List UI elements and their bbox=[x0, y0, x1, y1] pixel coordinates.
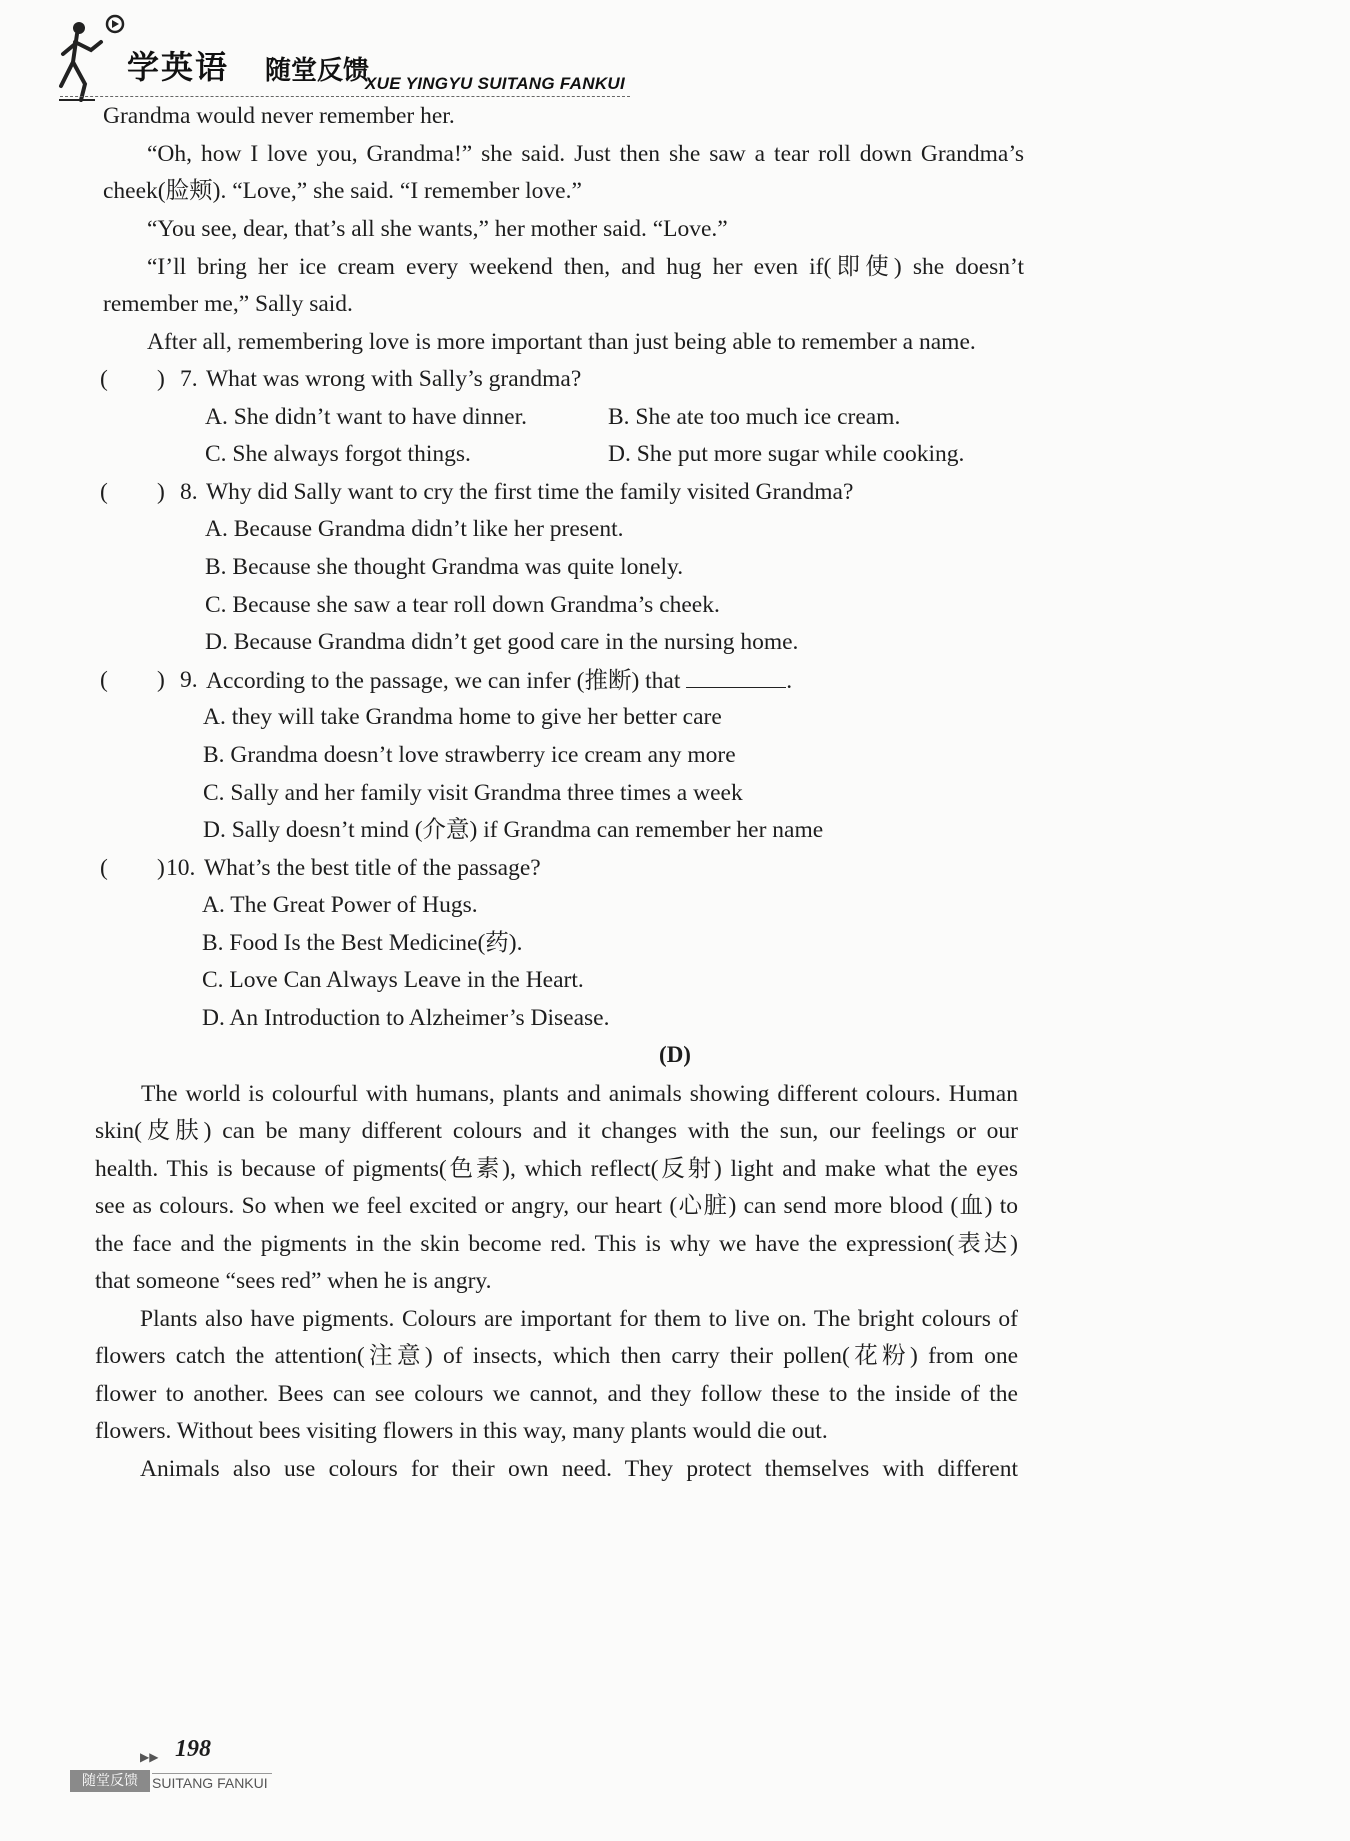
footer-tab: 随堂反馈 bbox=[70, 1770, 150, 1792]
story-line: “You see, dear, that’s all she wants,” her mother said. “Love.” bbox=[147, 216, 728, 242]
question-stem: According to the passage, we can infer (推断) that bbox=[206, 668, 681, 694]
option-c: C. Because she saw a tear roll down Grandma’s cheek. bbox=[205, 592, 720, 618]
option-b: B. Grandma doesn’t love strawberry ice cream any more bbox=[203, 742, 736, 768]
answer-paren-open: ( bbox=[100, 855, 108, 881]
section-heading: (D) bbox=[659, 1042, 691, 1067]
option-a: A. She didn’t want to have dinner. bbox=[205, 404, 527, 430]
page-number: 198 bbox=[175, 1736, 211, 1762]
option-c: C. Sally and her family visit Grandma three times a week bbox=[203, 780, 743, 806]
runner-logo-icon bbox=[55, 14, 125, 104]
passage-line: flowers. Without bees visiting flowers in this way, many plants would die out. bbox=[95, 1418, 828, 1444]
option-b: B. She ate too much ice cream. bbox=[608, 404, 901, 430]
passage-line: The world is colourful with humans, plants and animals showing different colours. Human bbox=[141, 1081, 1018, 1107]
question-number: 10. bbox=[166, 855, 196, 881]
passage-line: flowers catch the attention(注意) of insects, which then carry their pollen(花粉) from one bbox=[95, 1343, 1018, 1369]
question-stem-wrap bbox=[206, 665, 792, 696]
option-a: A. The Great Power of Hugs. bbox=[202, 892, 478, 918]
header-title-cn: 学英语 bbox=[127, 48, 230, 86]
answer-paren-close: ) bbox=[157, 479, 165, 505]
passage-line: the face and the pigments in the skin become red. This is why we have the expression(表达) bbox=[95, 1231, 1018, 1257]
option-a: A. they will take Grandma home to give her better care bbox=[203, 704, 722, 730]
passage-line: see as colours. So when we feel excited or angry, our heart (心脏) can send more blood (血) to bbox=[95, 1193, 1018, 1219]
option-c: C. Love Can Always Leave in the Heart. bbox=[202, 967, 584, 993]
footer-arrows-icon: ▶▶ bbox=[140, 1750, 159, 1764]
option-d: D. Because Grandma didn’t get good care in the nursing home. bbox=[205, 629, 799, 655]
answer-paren-open: ( bbox=[100, 479, 108, 505]
passage-line: health. This is because of pigments(色素), which reflect(反射) light and make what the eyes bbox=[95, 1156, 1018, 1182]
passage-line: flower to another. Bees can see colours we cannot, and they follow these to the inside of the bbox=[95, 1381, 1018, 1407]
story-line: remember me,” Sally said. bbox=[103, 291, 353, 317]
question-stem-end: . bbox=[786, 668, 793, 694]
option-b: B. Because she thought Grandma was quite lonely. bbox=[205, 554, 684, 580]
page-header bbox=[55, 14, 645, 104]
question-number: 9. bbox=[180, 667, 198, 693]
question-stem: Why did Sally want to cry the first time the family visited Grandma? bbox=[206, 479, 854, 505]
question-number: 8. bbox=[180, 479, 198, 505]
footer-label: SUITANG FANKUI bbox=[152, 1773, 272, 1791]
header-divider bbox=[60, 96, 630, 97]
option-b: B. Food Is the Best Medicine(药). bbox=[202, 930, 523, 956]
header-title-en: XUE YINGYU SUITANG FANKUI bbox=[365, 74, 626, 93]
answer-paren-close: ) bbox=[157, 855, 165, 881]
question-number: 7. bbox=[180, 366, 198, 392]
question-stem: What was wrong with Sally’s grandma? bbox=[206, 366, 582, 392]
passage-line: Plants also have pigments. Colours are important for them to live on. The bright colours of bbox=[140, 1306, 1018, 1332]
story-line: After all, remembering love is more important than just being able to remember a name. bbox=[147, 329, 976, 355]
question-stem: What’s the best title of the passage? bbox=[204, 855, 541, 881]
passage-line: skin(皮肤) can be many different colours and it changes with the sun, our feelings or our bbox=[95, 1118, 1018, 1144]
story-line: “I’ll bring her ice cream every weekend then, and hug her even if(即使) she doesn’t bbox=[147, 254, 1024, 280]
story-line: “Oh, how I love you, Grandma!” she said. Just then she saw a tear roll down Grandma’s bbox=[147, 141, 1024, 167]
passage-line: that someone “sees red” when he is angry. bbox=[95, 1268, 492, 1294]
option-d: D. Sally doesn’t mind (介意) if Grandma can remember her name bbox=[203, 817, 824, 843]
option-d: D. She put more sugar while cooking. bbox=[608, 441, 965, 467]
option-c: C. She always forgot things. bbox=[205, 441, 471, 467]
answer-blank bbox=[686, 665, 786, 688]
header-subtitle-cn: 随堂反馈 bbox=[265, 56, 370, 86]
answer-paren-open: ( bbox=[100, 366, 108, 392]
story-line: cheek(脸颊). “Love,” she said. “I remember love.” bbox=[103, 178, 582, 204]
option-d: D. An Introduction to Alzheimer’s Disease. bbox=[202, 1005, 610, 1031]
answer-paren-close: ) bbox=[157, 667, 165, 693]
option-a: A. Because Grandma didn’t like her present. bbox=[205, 516, 624, 542]
passage-line: Animals also use colours for their own need. They protect themselves with different bbox=[140, 1456, 1018, 1482]
story-line: Grandma would never remember her. bbox=[103, 103, 455, 129]
answer-paren-open: ( bbox=[100, 667, 108, 693]
answer-paren-close: ) bbox=[157, 366, 165, 392]
